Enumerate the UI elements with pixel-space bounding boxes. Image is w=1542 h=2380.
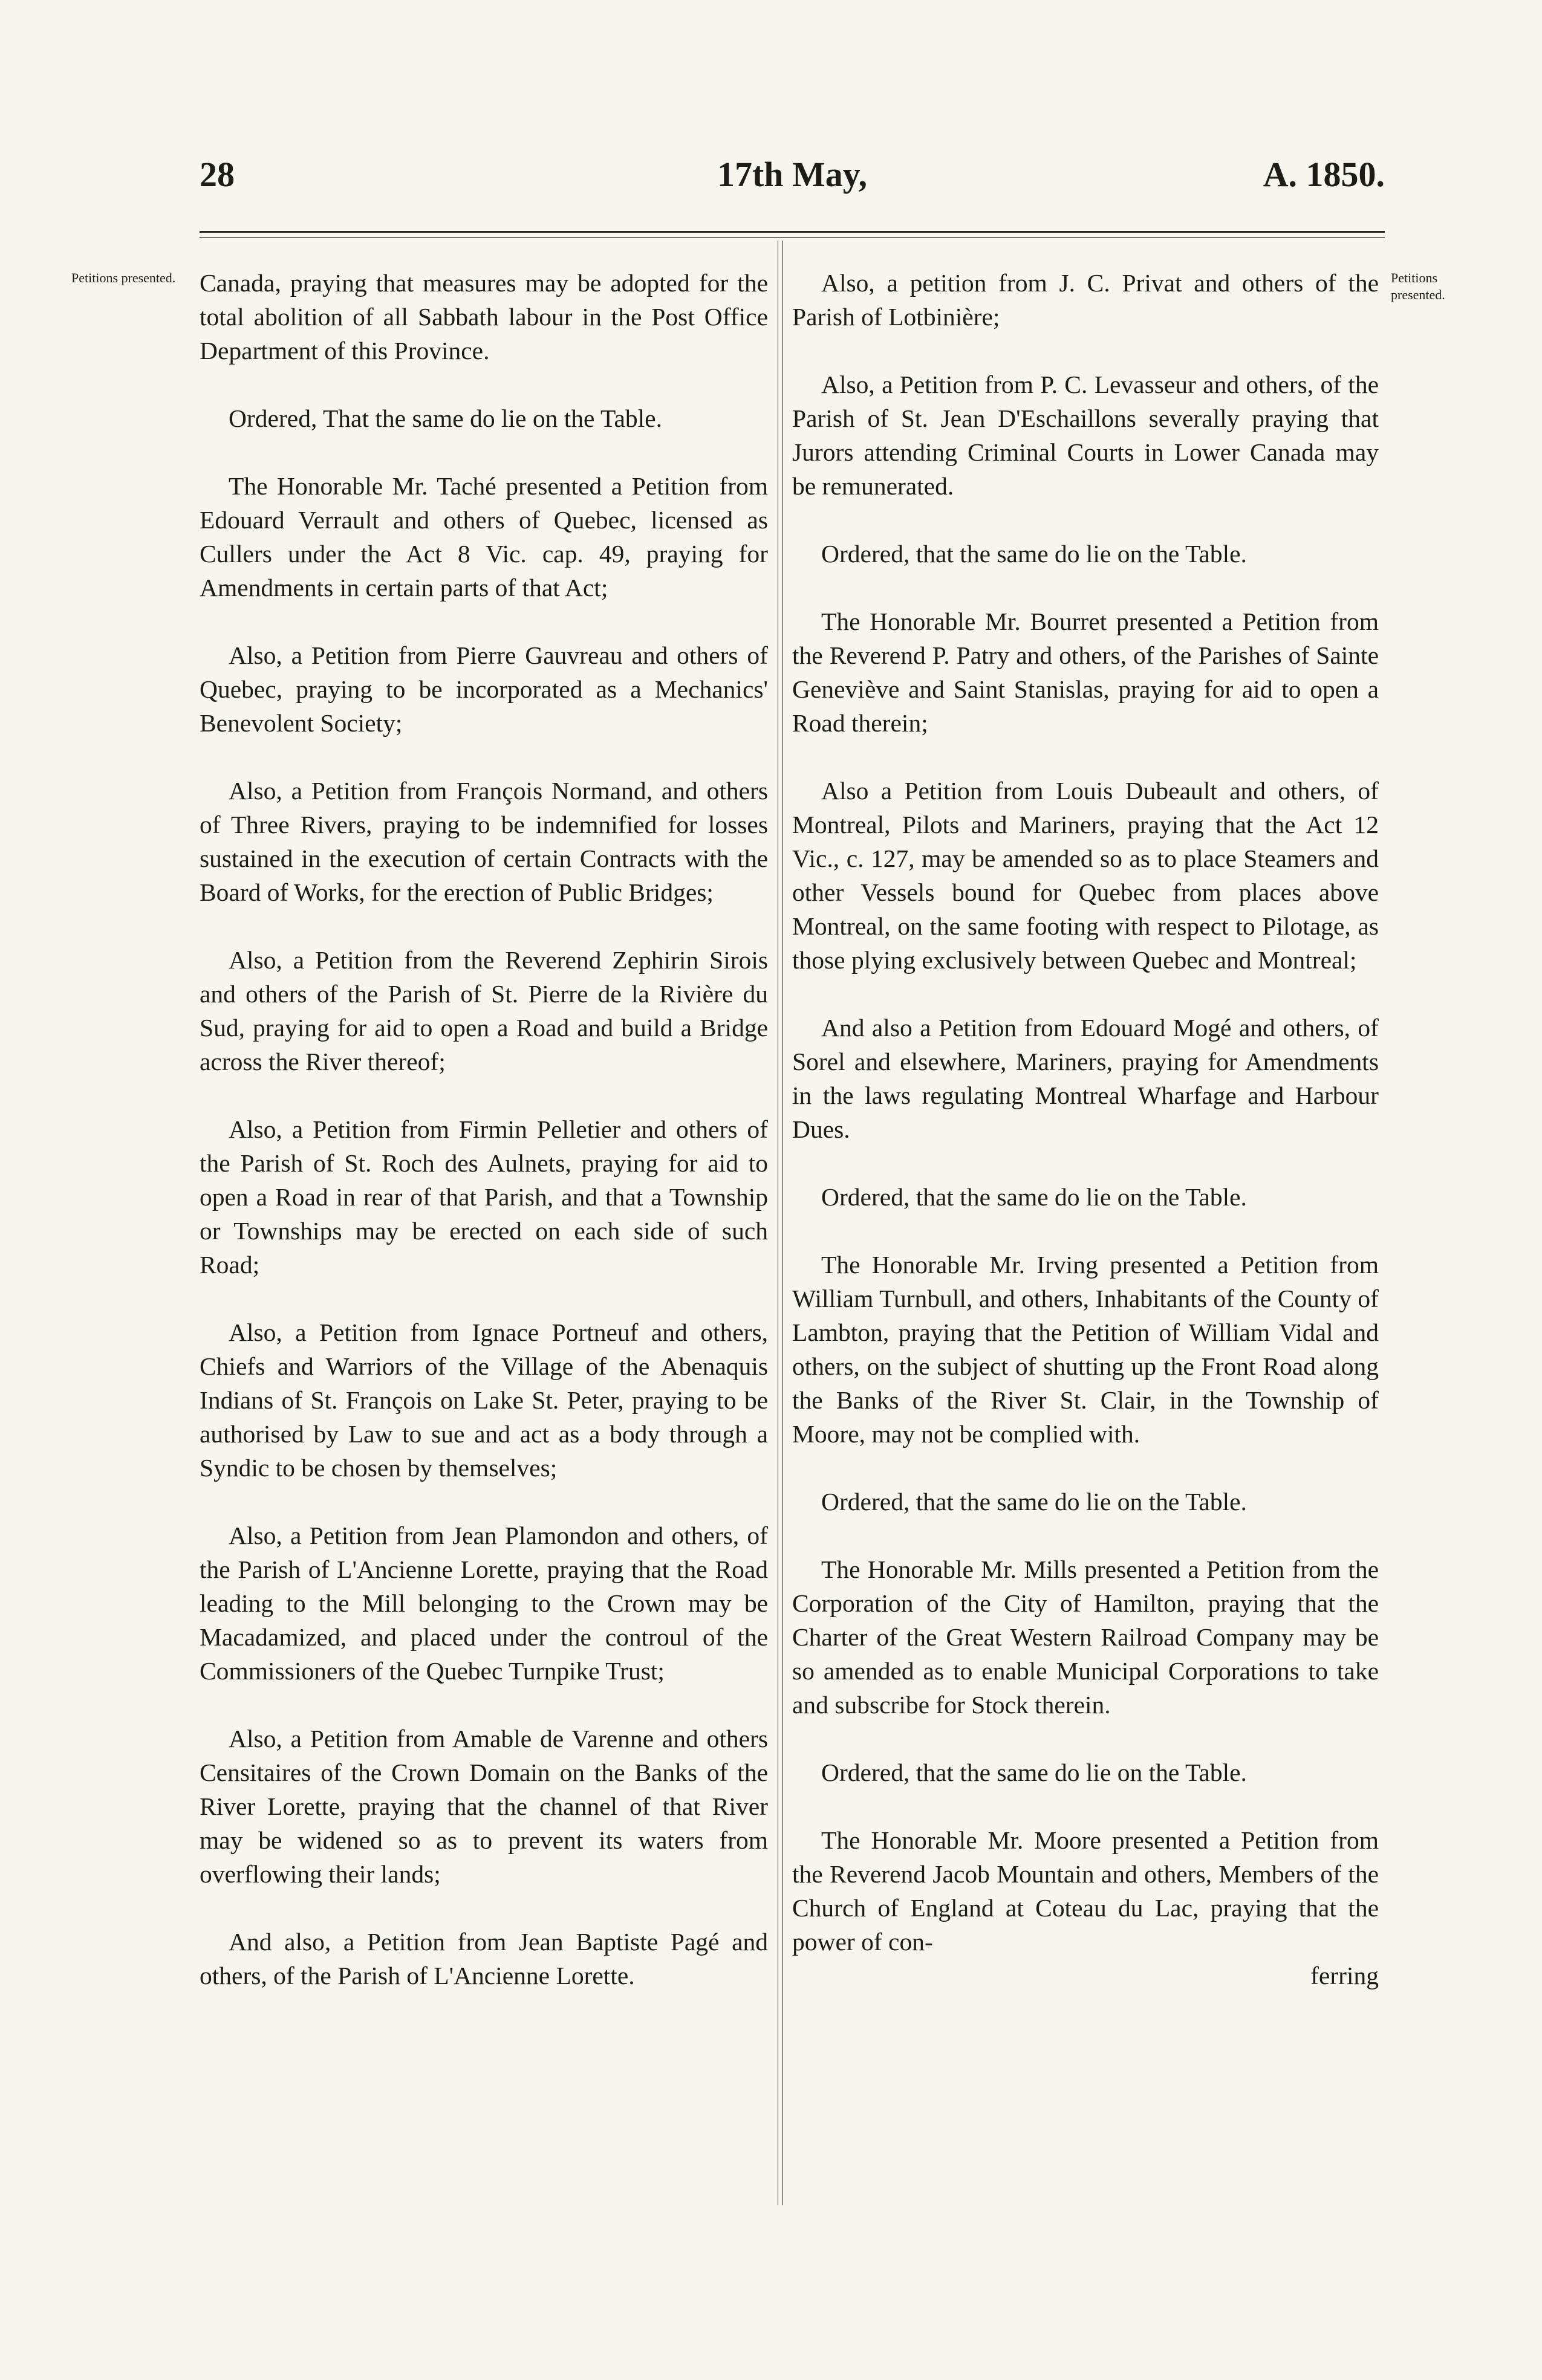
- paragraph: Also, a Petition from the Reverend Zephirin Sirois and others of the Parish of St. Pierre de la Rivière du Sud, praying for aid to open a Road and build a Bridge across the River thereof;: [200, 946, 768, 1075]
- margin-note-left: Petitions presented.: [71, 270, 176, 285]
- paragraph: Also, a Petition from Pierre Gauvreau and others of Quebec, praying to be incorporated as a Mechanics' Benevolent Society;: [200, 641, 768, 737]
- page-header: [200, 154, 1385, 209]
- page-number: 28: [200, 155, 235, 194]
- header-rule-thin: [200, 237, 1385, 238]
- paragraph: Also, a Petition from Ignace Portneuf and others, Chiefs and Warriors of the Village of the Abenaquis Indians of St. François on Lake St. Peter, praying to be authorised by Law to sue and act as a body through a Syndic to be chosen by themselves;: [200, 1318, 768, 1482]
- paragraph: The Honorable Mr. Taché presented a Petition from Edouard Verrault and others of Quebec, licensed as Cullers under the Act 8 Vic. cap. 49, praying for Amendments in certain parts of that Act;: [200, 472, 768, 601]
- page-date: 17th May,: [717, 155, 868, 194]
- page-year: A. 1850.: [1263, 155, 1385, 194]
- column-divider: [778, 241, 783, 2205]
- paragraph: The Honorable Mr. Bourret presented a Petition from the Reverend P. Patry and others, of the Parishes of Sainte Geneviève and Saint Stanislas, praying for aid to open a Road therein;: [792, 608, 1379, 737]
- margin-note-right: Petitions presented.: [1391, 270, 1445, 302]
- paragraph: Canada, praying that measures may be adopted for the total abolition of all Sabbath labour in the Post Office Department of this Province.: [200, 269, 768, 365]
- catchword: ferring: [1310, 1962, 1379, 1989]
- paragraph: Also, a petition from J. C. Privat and others of the Parish of Lotbinière;: [792, 269, 1379, 331]
- left-column: [200, 266, 768, 2026]
- paragraph: Also, a Petition from P. C. Levasseur and others, of the Parish of St. Jean D'Eschaillons severally praying that Jurors attending Criminal Courts in Lower Canada may be remunerated.: [792, 371, 1379, 500]
- paragraph: Also a Petition from Louis Dubeault and others, of Montreal, Pilots and Mariners, praying that the Act 12 Vic., c. 127, may be amended so as to place Steamers and other Vessels bound for Quebec from places above Montreal, on the same footing with respect to Pilotage, as those plying exclusively between Quebec and Montreal;: [792, 777, 1379, 974]
- paragraph: Ordered, that the same do lie on the Table.: [821, 540, 1247, 568]
- right-column: [792, 266, 1379, 1993]
- paragraph: Also, a Petition from Jean Plamondon and others, of the Parish of L'Ancienne Lorette, praying that the Road leading to the Mill belonging to the Crown may be Macadamized, and placed under the controul of the Commissioners of the Quebec Turnpike Trust;: [200, 1522, 768, 1685]
- paragraph: The Honorable Mr. Irving presented a Petition from William Turnbull, and others, Inhabitants of the County of Lambton, praying that the Petition of William Vidal and others, on the subject of shutting up the Front Road along the Banks of the River St. Clair, in the Township of Moore, may not be complied with.: [792, 1251, 1379, 1448]
- paragraph: Also, a Petition from François Normand, and others of Three Rivers, praying to be indemnified for losses sustained in the execution of certain Contracts with the Board of Works, for the erection of Public Bridges;: [200, 777, 768, 906]
- paragraph: Ordered, that the same do lie on the Table.: [821, 1488, 1247, 1516]
- paragraph: And also a Petition from Edouard Mogé and others, of Sorel and elsewhere, Mariners, praying for Amendments in the laws regulating Montreal Wharfage and Harbour Dues.: [792, 1014, 1379, 1143]
- paragraph: Ordered, that the same do lie on the Table.: [821, 1183, 1247, 1211]
- paragraph: And also, a Petition from Jean Baptiste Pagé and others, of the Parish of L'Ancienne Lorette.: [200, 1928, 768, 1989]
- paragraph: Also, a Petition from Firmin Pelletier and others of the Parish of St. Roch des Aulnets, praying for aid to open a Road in rear of that Parish, and that a Township or Townships may be erected on each side of such Road;: [200, 1115, 768, 1279]
- header-rule: [200, 231, 1385, 233]
- paragraph: The Honorable Mr. Moore presented a Petition from the Reverend Jacob Mountain and others, Members of the Church of England at Coteau du Lac, praying that the power of con-: [792, 1826, 1379, 1956]
- paragraph: Ordered, that the same do lie on the Table.: [821, 1759, 1247, 1786]
- paragraph: Ordered, That the same do lie on the Table.: [229, 404, 662, 432]
- paragraph: The Honorable Mr. Mills presented a Petition from the Corporation of the City of Hamilton, praying that the Charter of the Great Western Railroad Company may be so amended as to enable Municipal Corporations to take and subscribe for Stock therein.: [792, 1555, 1379, 1719]
- paragraph: Also, a Petition from Amable de Varenne and others Censitaires of the Crown Domain on the Banks of the River Lorette, praying that the channel of that River may be widened so as to prevent its waters from overflowing their lands;: [200, 1725, 768, 1888]
